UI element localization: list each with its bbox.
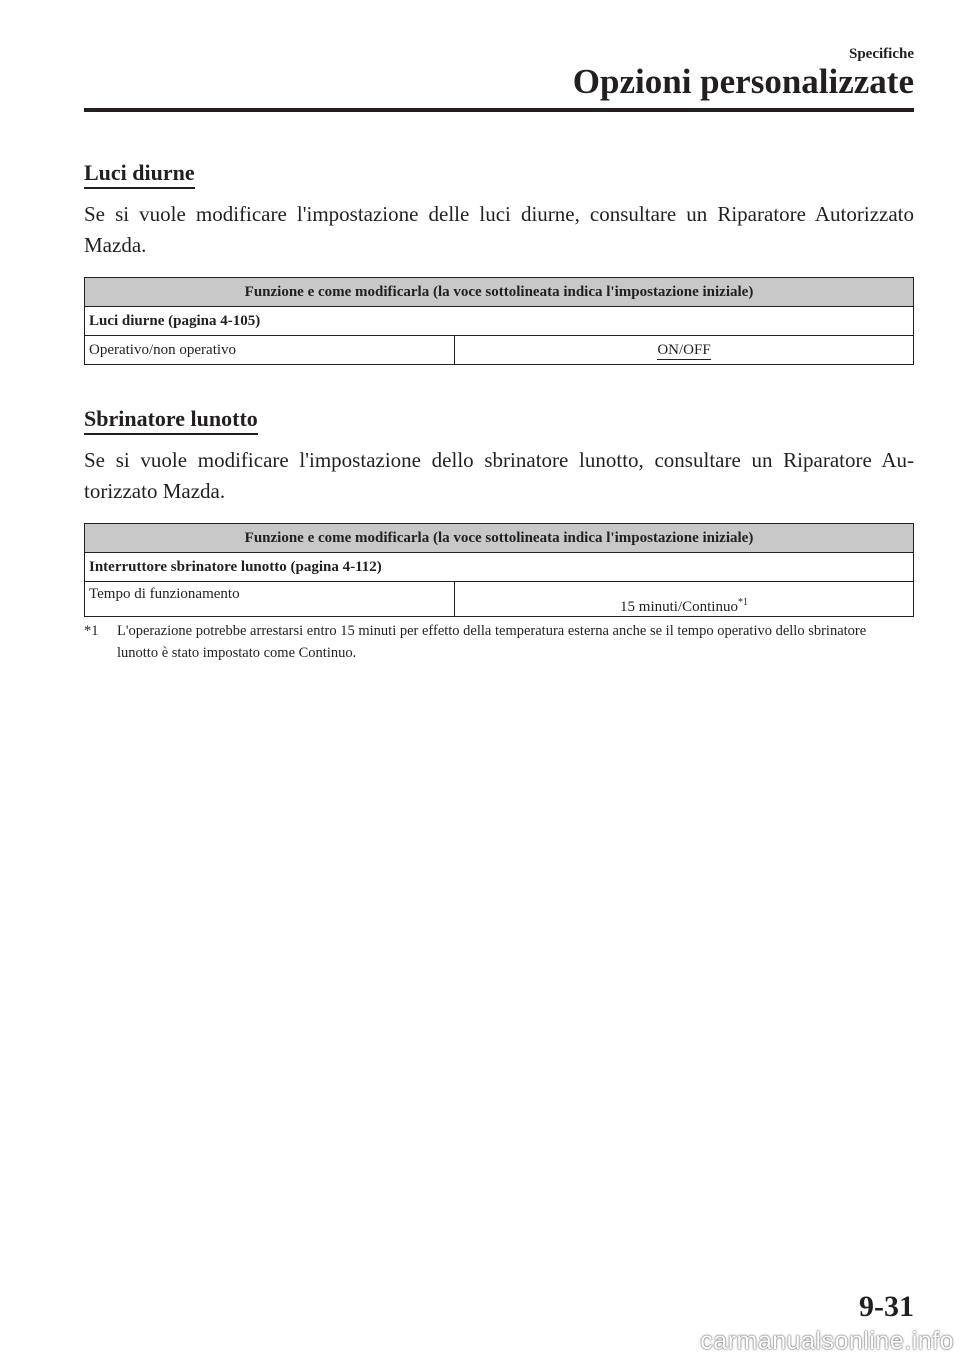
- table-row: [85, 582, 914, 617]
- footnote-ref: *1: [737, 597, 748, 608]
- section-luci-diurne: [84, 160, 914, 365]
- section-paragraph: Se si vuole modificare l'impostazione dello sbrinatore lunotto, consultare un Riparatore Au- torizzato Mazda.: [84, 448, 914, 503]
- footnote: [84, 620, 870, 664]
- option-value: [455, 336, 914, 365]
- settings-table: [84, 277, 914, 365]
- table-row: [85, 336, 914, 365]
- section-heading: Luci diurne: [84, 160, 195, 189]
- table-header: Funzione e come modificarla (la voce sottolineata indica l'impostazione iniziale): [85, 524, 914, 553]
- watermark: carmanualsonline.info: [700, 1327, 954, 1355]
- option-name: Tempo di funzionamento: [85, 582, 455, 617]
- alt-value: Continuo: [682, 599, 738, 615]
- value-separator: /: [677, 599, 683, 615]
- section-heading: Sbrinatore lunotto: [84, 406, 258, 435]
- page-title: Opzioni personalizzate: [572, 62, 914, 101]
- default-value: ON/OFF: [657, 341, 711, 358]
- default-value: 15 minuti: [620, 599, 678, 615]
- table-subheader: Interruttore sbrinatore lunotto (pagina 4-112): [85, 553, 914, 582]
- table-header: Funzione e come modificarla (la voce sottolineata indica l'impostazione iniziale): [85, 278, 914, 307]
- option-name: Operativo/non operativo: [85, 336, 455, 365]
- page-number: 9-31: [859, 1290, 914, 1323]
- option-value: [455, 582, 914, 617]
- footnote-text: L'operazione potrebbe arrestarsi entro 15 minuti per effetto della temperatura esterna anche se il tempo operativo dello sbrinatore lunotto è stato impostato come Continuo.: [117, 623, 867, 661]
- footnote-mark: *1: [84, 623, 99, 639]
- header-rule: [84, 108, 914, 112]
- section-paragraph: Se si vuole modificare l'impostazione delle luci diurne, consultare un Riparatore Autorizzato Mazda.: [84, 202, 914, 257]
- section-label: Specifiche: [849, 46, 914, 62]
- table-subheader: Luci diurne (pagina 4-105): [85, 307, 914, 336]
- section-sbrinatore-lunotto: [84, 406, 914, 617]
- settings-table: [84, 523, 914, 617]
